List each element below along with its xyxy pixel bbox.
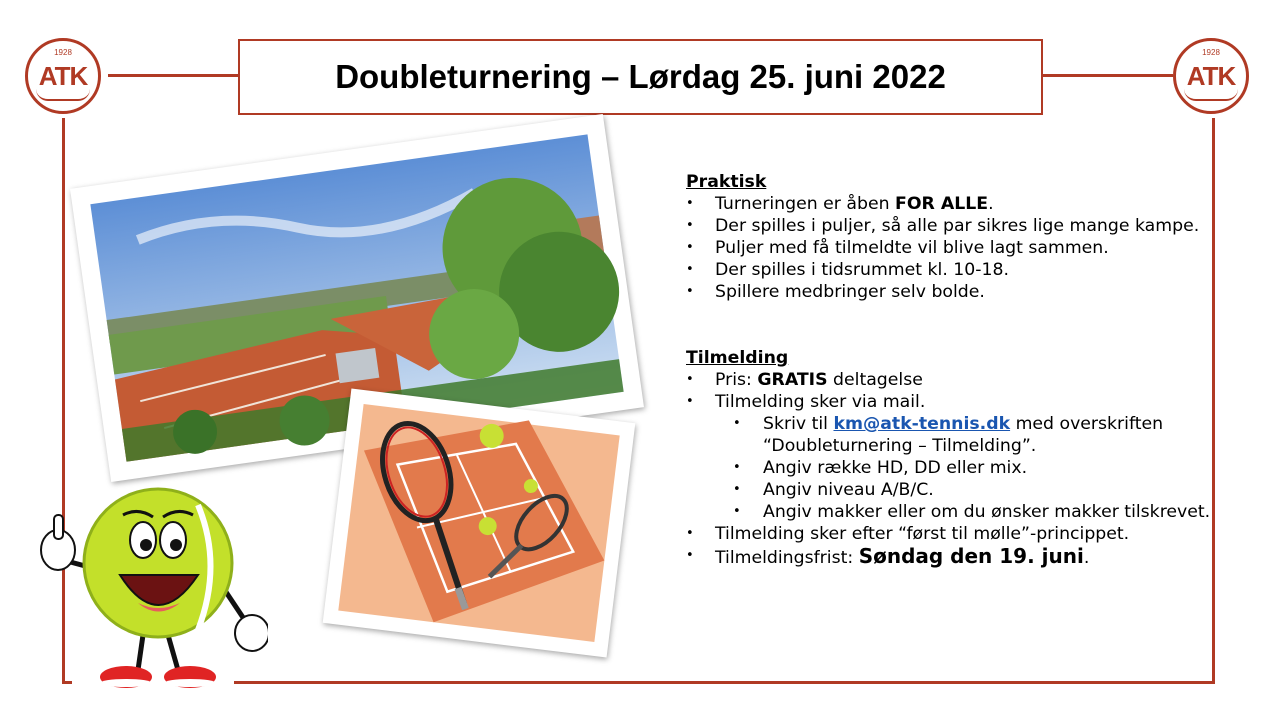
court-racket-image: [323, 388, 636, 657]
logo-year: 1928: [54, 48, 72, 57]
frame-bottom-line: [234, 681, 1215, 684]
list-item: • Angiv niveau A/B/C.: [733, 479, 1226, 501]
write-to-text: Skriv til: [763, 414, 834, 434]
price-label: Pris:: [715, 370, 758, 390]
for-all-text: FOR ALLE: [895, 194, 989, 214]
mail-intro: Tilmelding sker via mail.: [715, 392, 926, 412]
list-item: • Angiv række HD, DD eller mix.: [733, 457, 1226, 479]
list-item: • Der spilles i tidsrummet kl. 10-18.: [686, 259, 1226, 281]
list-item: [686, 545, 1226, 569]
deadline-suffix: .: [1083, 548, 1090, 568]
tennis-ball-mascot: [28, 485, 268, 695]
section-spacer: [686, 303, 1226, 347]
list-item: [686, 391, 1226, 523]
atk-logo-right: [1173, 38, 1249, 114]
court-racket-illustration: [323, 388, 636, 657]
list-item: [733, 413, 1226, 457]
open-text-end: .: [988, 194, 994, 214]
price-value: GRATIS: [757, 370, 828, 390]
logo-arc: [36, 89, 90, 101]
tilmelding-list: [686, 369, 1226, 569]
deadline-value: Søndag den 19. juni: [858, 544, 1084, 568]
list-item: [686, 193, 1226, 215]
subject-text: med overskriften “Doubleturnering – Tilmelding”.: [763, 414, 1164, 456]
logo-year: 1928: [1202, 48, 1220, 57]
list-item: • Tilmelding sker efter “først til mølle”-princippet.: [686, 523, 1226, 545]
frame-top-left-line: [108, 74, 238, 77]
info-content: [686, 171, 1226, 569]
page-title: Doubleturnering – Lørdag 25. juni 2022: [335, 58, 946, 95]
list-item: • Angiv makker eller om du ønsker makker tilskrevet.: [733, 501, 1226, 523]
praktisk-heading: Praktisk: [686, 172, 767, 192]
list-item: • Puljer med få tilmeldte vil blive lagt sammen.: [686, 237, 1226, 259]
logo-abbr: ATK: [1186, 61, 1236, 91]
list-item: [686, 369, 1226, 391]
tilmelding-sublist: [733, 413, 1226, 523]
logo-arc: [1184, 89, 1238, 101]
mascot-icon: [28, 485, 268, 695]
open-text: Turneringen er åben: [715, 194, 896, 214]
atk-logo-left: [25, 38, 101, 114]
list-item: • Der spilles i puljer, så alle par sikres lige mange kampe.: [686, 215, 1226, 237]
frame-top-right-line: [1043, 74, 1173, 77]
logo-abbr: ATK: [38, 61, 88, 91]
title-box: [238, 39, 1043, 115]
price-suffix: deltagelse: [827, 370, 923, 390]
tilmelding-heading: Tilmelding: [686, 348, 789, 368]
list-item: • Spillere medbringer selv bolde.: [686, 281, 1226, 303]
deadline-label: Tilmeldingsfrist:: [715, 548, 859, 568]
email-link[interactable]: km@atk-tennis.dk: [833, 414, 1011, 434]
praktisk-list: [686, 193, 1226, 303]
